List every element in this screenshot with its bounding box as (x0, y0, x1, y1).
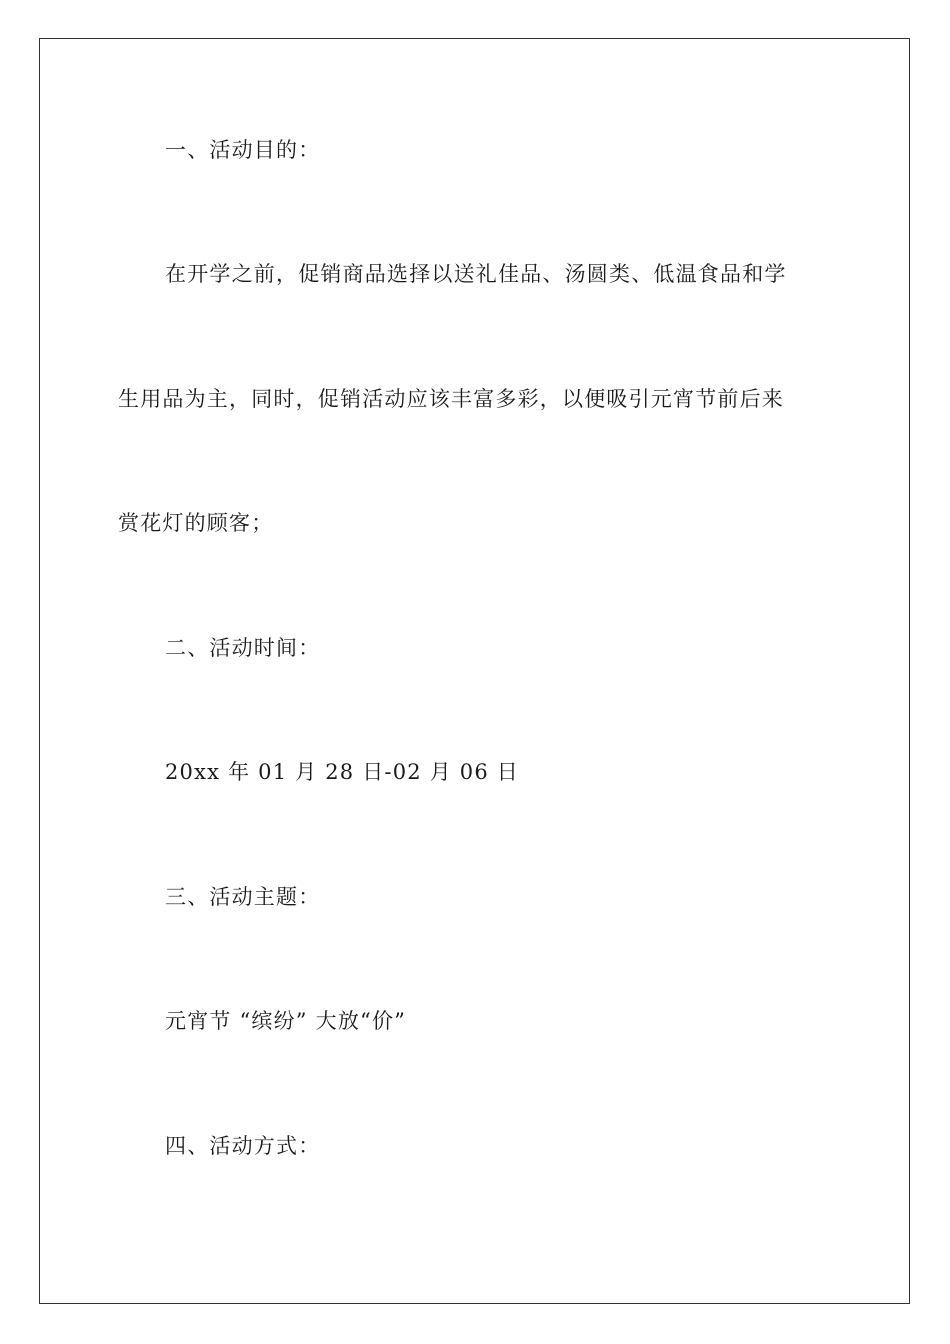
section1-paragraph-line-2: 生用品为主，同时，促销活动应该丰富多彩，以便吸引元宵节前后来 (118, 387, 784, 411)
section3-heading: 三、活动主题： (165, 885, 321, 909)
section1-paragraph-line-3: 赏花灯的顾客； (118, 511, 274, 535)
section1-paragraph-line-1: 在开学之前，促销商品选择以送礼佳品、汤圆类、低温食品和学 (165, 262, 787, 286)
section2-heading: 二、活动时间： (165, 636, 321, 660)
section4-heading: 四、活动方式： (165, 1134, 321, 1158)
section2-body: 20xx 年 01 月 28 日-02 月 06 日 (165, 760, 519, 784)
page-border (39, 38, 910, 1304)
section1-heading: 一、活动目的： (165, 138, 321, 162)
section3-body: 元宵节 “缤纷” 大放“价” (165, 1009, 407, 1033)
